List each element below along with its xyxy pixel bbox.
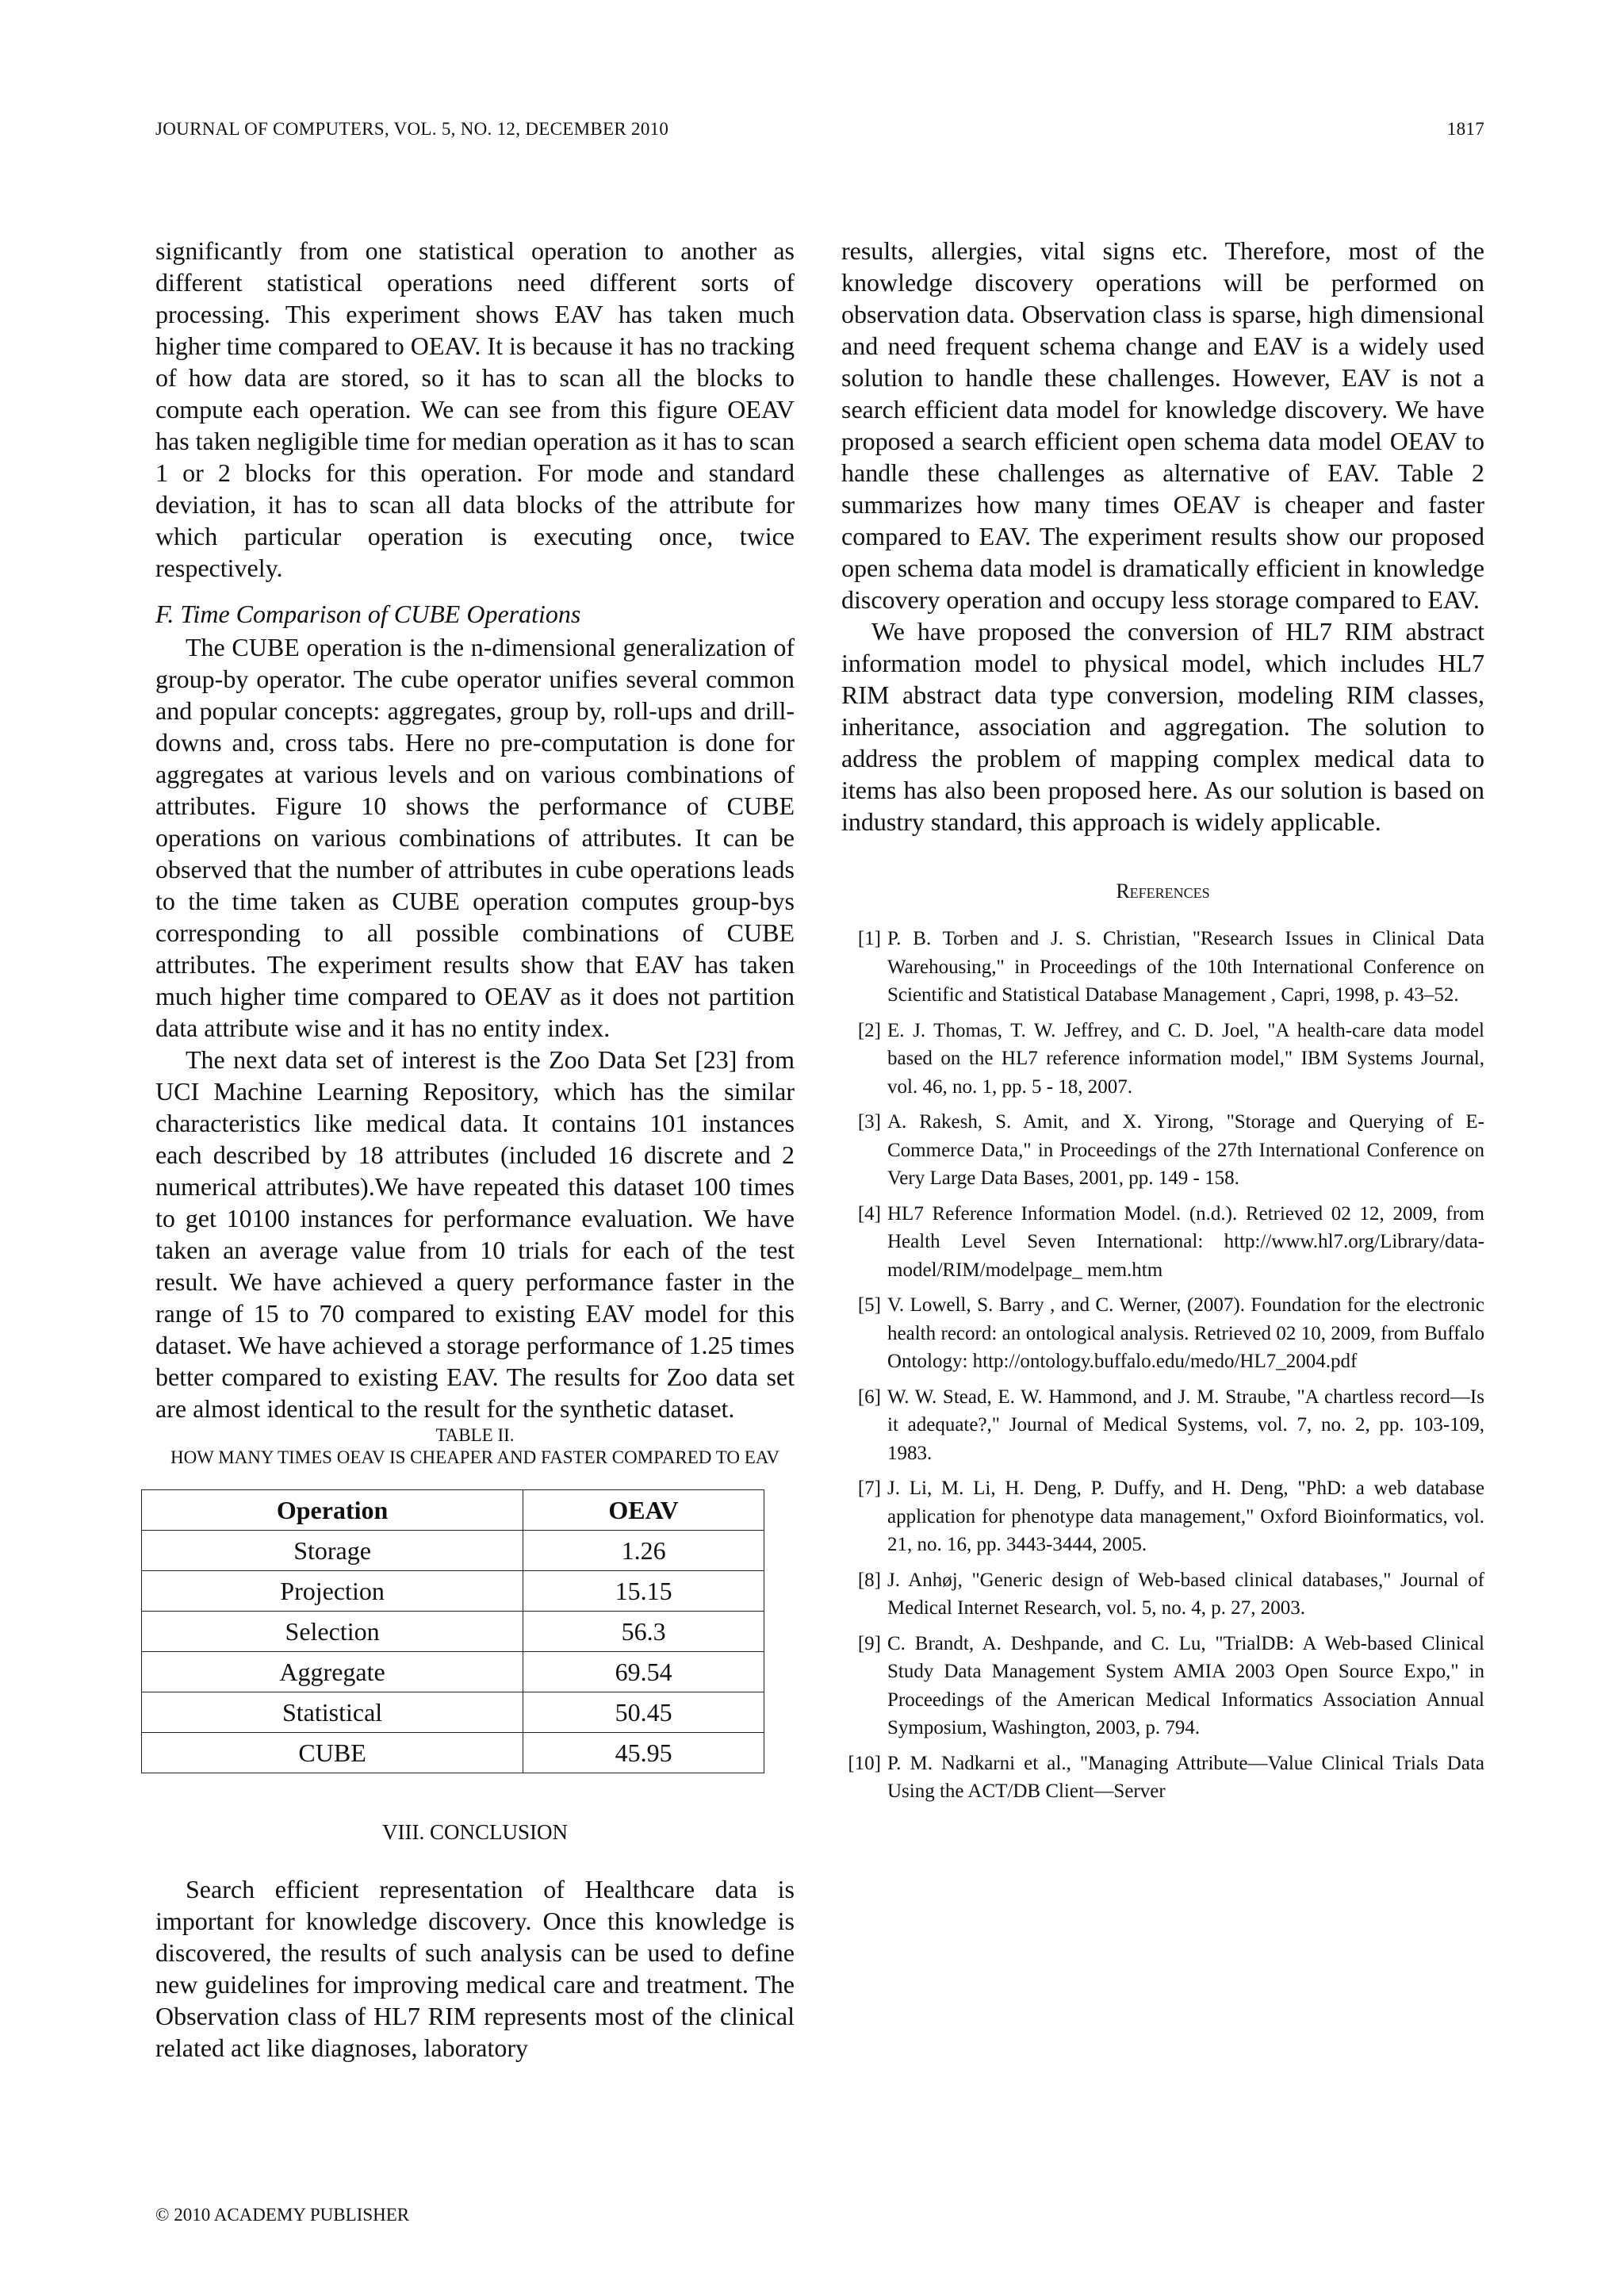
subsection-heading: F. Time Comparison of CUBE Operations xyxy=(155,600,581,628)
reference-item xyxy=(841,1566,1484,1623)
reference-text: E. J. Thomas, T. W. Jeffrey, and C. D. Joel, "A health-care data model based on the HL7 reference information model," IBM Systems Journal, vol. 46, no. 1, pp. 5 - 18, 2007. xyxy=(887,1019,1484,1098)
table-cell: CUBE xyxy=(142,1733,523,1773)
table-row xyxy=(142,1531,764,1571)
table-row xyxy=(142,1692,764,1733)
reference-item xyxy=(841,1108,1484,1193)
reference-text: V. Lowell, S. Barry , and C. Werner, (2007). Foundation for the electronic health record: an ontological analysis. Retrieved 02 10, 2009, from Buffalo Ontology: http://ontology.buffalo.edu/medo/HL7_2004.pdf xyxy=(887,1294,1484,1372)
reference-text: C. Brandt, A. Deshpande, and C. Lu, "TrialDB: A Web-based Clinical Study Data Management System AMIA 2003 Open Source Expo," in Proceedings of the American Medical Informatics Association Annual Symposium, Washington, 2003, p. 794. xyxy=(887,1632,1484,1738)
reference-number: [5] xyxy=(857,1294,881,1316)
paragraph: The CUBE operation is the n-dimensional generalization of group-by operator. The cube operator unifies several common and popular concepts: aggregates, group by, roll-ups and drill-downs and, cross tabs. Here no pre-computation is done for aggregates at various levels and on various combinations of attributes. Figure 10 shows the performance of CUBE operations on various combinations of attributes. It can be observed that the number of attributes in cube operations leads to the time taken as CUBE operation computes group-bys corresponding to all possible combinations of CUBE attributes. The experiment results show that EAV has taken much higher time compared to OEAV as it does not partition data attribute wise and it has no entity index. xyxy=(155,633,795,1042)
reference-text: A. Rakesh, S. Amit, and X. Yirong, "Storage and Querying of E-Commerce Data," in Proceedings of the 27th International Conference on Very Large Data Bases, 2001, pp. 149 - 158. xyxy=(887,1111,1484,1189)
table-row xyxy=(142,1652,764,1692)
table-cell: Selection xyxy=(142,1612,523,1652)
reference-number: [2] xyxy=(857,1019,881,1041)
table-cell: Storage xyxy=(142,1531,523,1571)
journal-title: JOURNAL OF COMPUTERS, VOL. 5, NO. 12, DECEMBER 2010 xyxy=(155,119,669,139)
reference-item xyxy=(841,925,1484,1010)
table-cell: 56.3 xyxy=(523,1612,764,1652)
page-number: 1817 xyxy=(1446,119,1484,139)
reference-item xyxy=(841,1383,1484,1468)
comparison-table xyxy=(141,1489,764,1773)
reference-number: [9] xyxy=(857,1632,881,1654)
table-cell: 45.95 xyxy=(523,1733,764,1773)
reference-item xyxy=(841,1017,1484,1102)
running-header xyxy=(155,119,1484,140)
left-column xyxy=(155,235,795,2064)
table-cell: Projection xyxy=(142,1571,523,1612)
reference-text: HL7 Reference Information Model. (n.d.). Retrieved 02 12, 2009, from Health Level Seven International: http://www.hl7.org/Library/data-model/RIM/modelpage_ mem.htm xyxy=(887,1202,1484,1281)
column-header: OEAV xyxy=(523,1490,764,1531)
reference-text: J. Li, M. Li, H. Deng, P. Duffy, and H. Deng, "PhD: a web database application for phenotype data management," Oxford Bioinformatics, vol. 21, no. 16, pp. 3443-3444, 2005. xyxy=(887,1478,1484,1555)
reference-number: [4] xyxy=(857,1202,881,1225)
table-cell: 69.54 xyxy=(523,1652,764,1692)
reference-number: [3] xyxy=(857,1111,881,1133)
reference-item xyxy=(841,1750,1484,1806)
table-row xyxy=(142,1571,764,1612)
reference-text: J. Anhøj, "Generic design of Web-based clinical databases," Journal of Medical Internet Research, vol. 5, no. 4, p. 27, 2003. xyxy=(887,1569,1484,1619)
section-heading: VIII. CONCLUSION xyxy=(382,1820,568,1844)
reference-number: [1] xyxy=(857,928,881,949)
table-cell: 1.26 xyxy=(523,1531,764,1571)
reference-item xyxy=(841,1291,1484,1376)
table-row xyxy=(142,1733,764,1773)
paragraph: The next data set of interest is the Zoo Data Set [23] from UCI Machine Learning Repository, which has the similar characteristics like medical data. It contains 101 instances each described by 18 attributes (included 16 discrete and 2 numerical attributes).We have repeated this dataset 100 times to get 10100 instances for performance evaluation. We have taken an average value from 10 trials for each of the test result. We have achieved a query performance faster in the range of 15 to 70 compared to existing EAV model for this dataset. We have achieved a storage performance of 1.25 times better compared to existing EAV. The results for Zoo data set are almost identical to the result for the synthetic dataset. xyxy=(155,1045,795,1423)
table-label: TABLE II. xyxy=(435,1425,515,1445)
reference-text: P. M. Nadkarni et al., "Managing Attribute—Value Clinical Trials Data Using the ACT/DB Client—Server xyxy=(887,1752,1484,1802)
reference-list xyxy=(841,925,1484,1806)
copyright-footer: © 2010 ACADEMY PUBLISHER xyxy=(155,2205,410,2225)
reference-number: [10] xyxy=(848,1752,881,1774)
reference-text: W. W. Stead, E. W. Hammond, and J. M. Straube, "A chartless record—Is it adequate?," Journal of Medical Systems, vol. 7, no. 2, pp. 103-109, 1983. xyxy=(887,1386,1484,1464)
paragraph: Search efficient representation of Healthcare data is important for knowledge discovery. Once this knowledge is discovered, the results of such analysis can be used to define new guidelines for improving medical care and treatment. The Observation class of HL7 RIM represents most of the clinical related act like diagnoses, laboratory xyxy=(155,1875,795,2062)
table-cell: Statistical xyxy=(142,1692,523,1733)
references-heading: References xyxy=(1116,880,1210,903)
table-row xyxy=(142,1612,764,1652)
table-caption: HOW MANY TIMES OEAV IS CHEAPER AND FASTER COMPARED TO EAV xyxy=(170,1447,780,1467)
reference-text: P. B. Torben and J. S. Christian, "Research Issues in Clinical Data Warehousing," in Proceedings of the 10th International Conference on Scientific and Statistical Database Management , Capri, 1998, p. 43–52. xyxy=(887,928,1484,1006)
reference-number: [8] xyxy=(857,1569,881,1591)
right-column xyxy=(841,235,1484,1813)
table-cell: 50.45 xyxy=(523,1692,764,1733)
paragraph: significantly from one statistical operation to another as different statistical operations need different sorts of processing. This experiment shows EAV has taken much higher time compared to OEAV. It is because it has no tracking of how data are stored, so it has to scan all the blocks to compute each operation. We can see from this figure OEAV has taken negligible time for median operation as it has to scan 1 or 2 blocks for this operation. For mode and standard deviation, it has to scan all data blocks of the attribute for which particular operation is executing once, twice respectively. xyxy=(155,236,795,582)
table-header-row xyxy=(142,1490,764,1531)
reference-number: [6] xyxy=(857,1386,881,1408)
table-cell: Aggregate xyxy=(142,1652,523,1692)
paragraph: results, allergies, vital signs etc. Therefore, most of the knowledge discovery operations will be performed on observation data. Observation class is sparse, high dimensional and need frequent schema change and EAV is a widely used solution to handle these challenges. However, EAV is not a search efficient data model for knowledge discovery. We have proposed a search efficient open schema data model OEAV to handle these challenges as alternative of EAV. Table 2 summarizes how many times OEAV is cheaper and faster compared to EAV. The experiment results show our proposed open schema data model is dramatically efficient in knowledge discovery operation and occupy less storage compared to EAV. xyxy=(841,236,1484,614)
table-cell: 15.15 xyxy=(523,1571,764,1612)
column-header: Operation xyxy=(142,1490,523,1531)
reference-number: [7] xyxy=(857,1478,881,1499)
reference-item xyxy=(841,1474,1484,1559)
reference-item xyxy=(841,1630,1484,1742)
paragraph: We have proposed the conversion of HL7 RIM abstract information model to physical model, which includes HL7 RIM abstract data type conversion, modeling RIM classes, inheritance, association and aggregation. The solution to address the problem of mapping complex medical data to items has also been proposed here. As our solution is based on industry standard, this approach is widely applicable. xyxy=(841,617,1484,836)
reference-item xyxy=(841,1200,1484,1285)
